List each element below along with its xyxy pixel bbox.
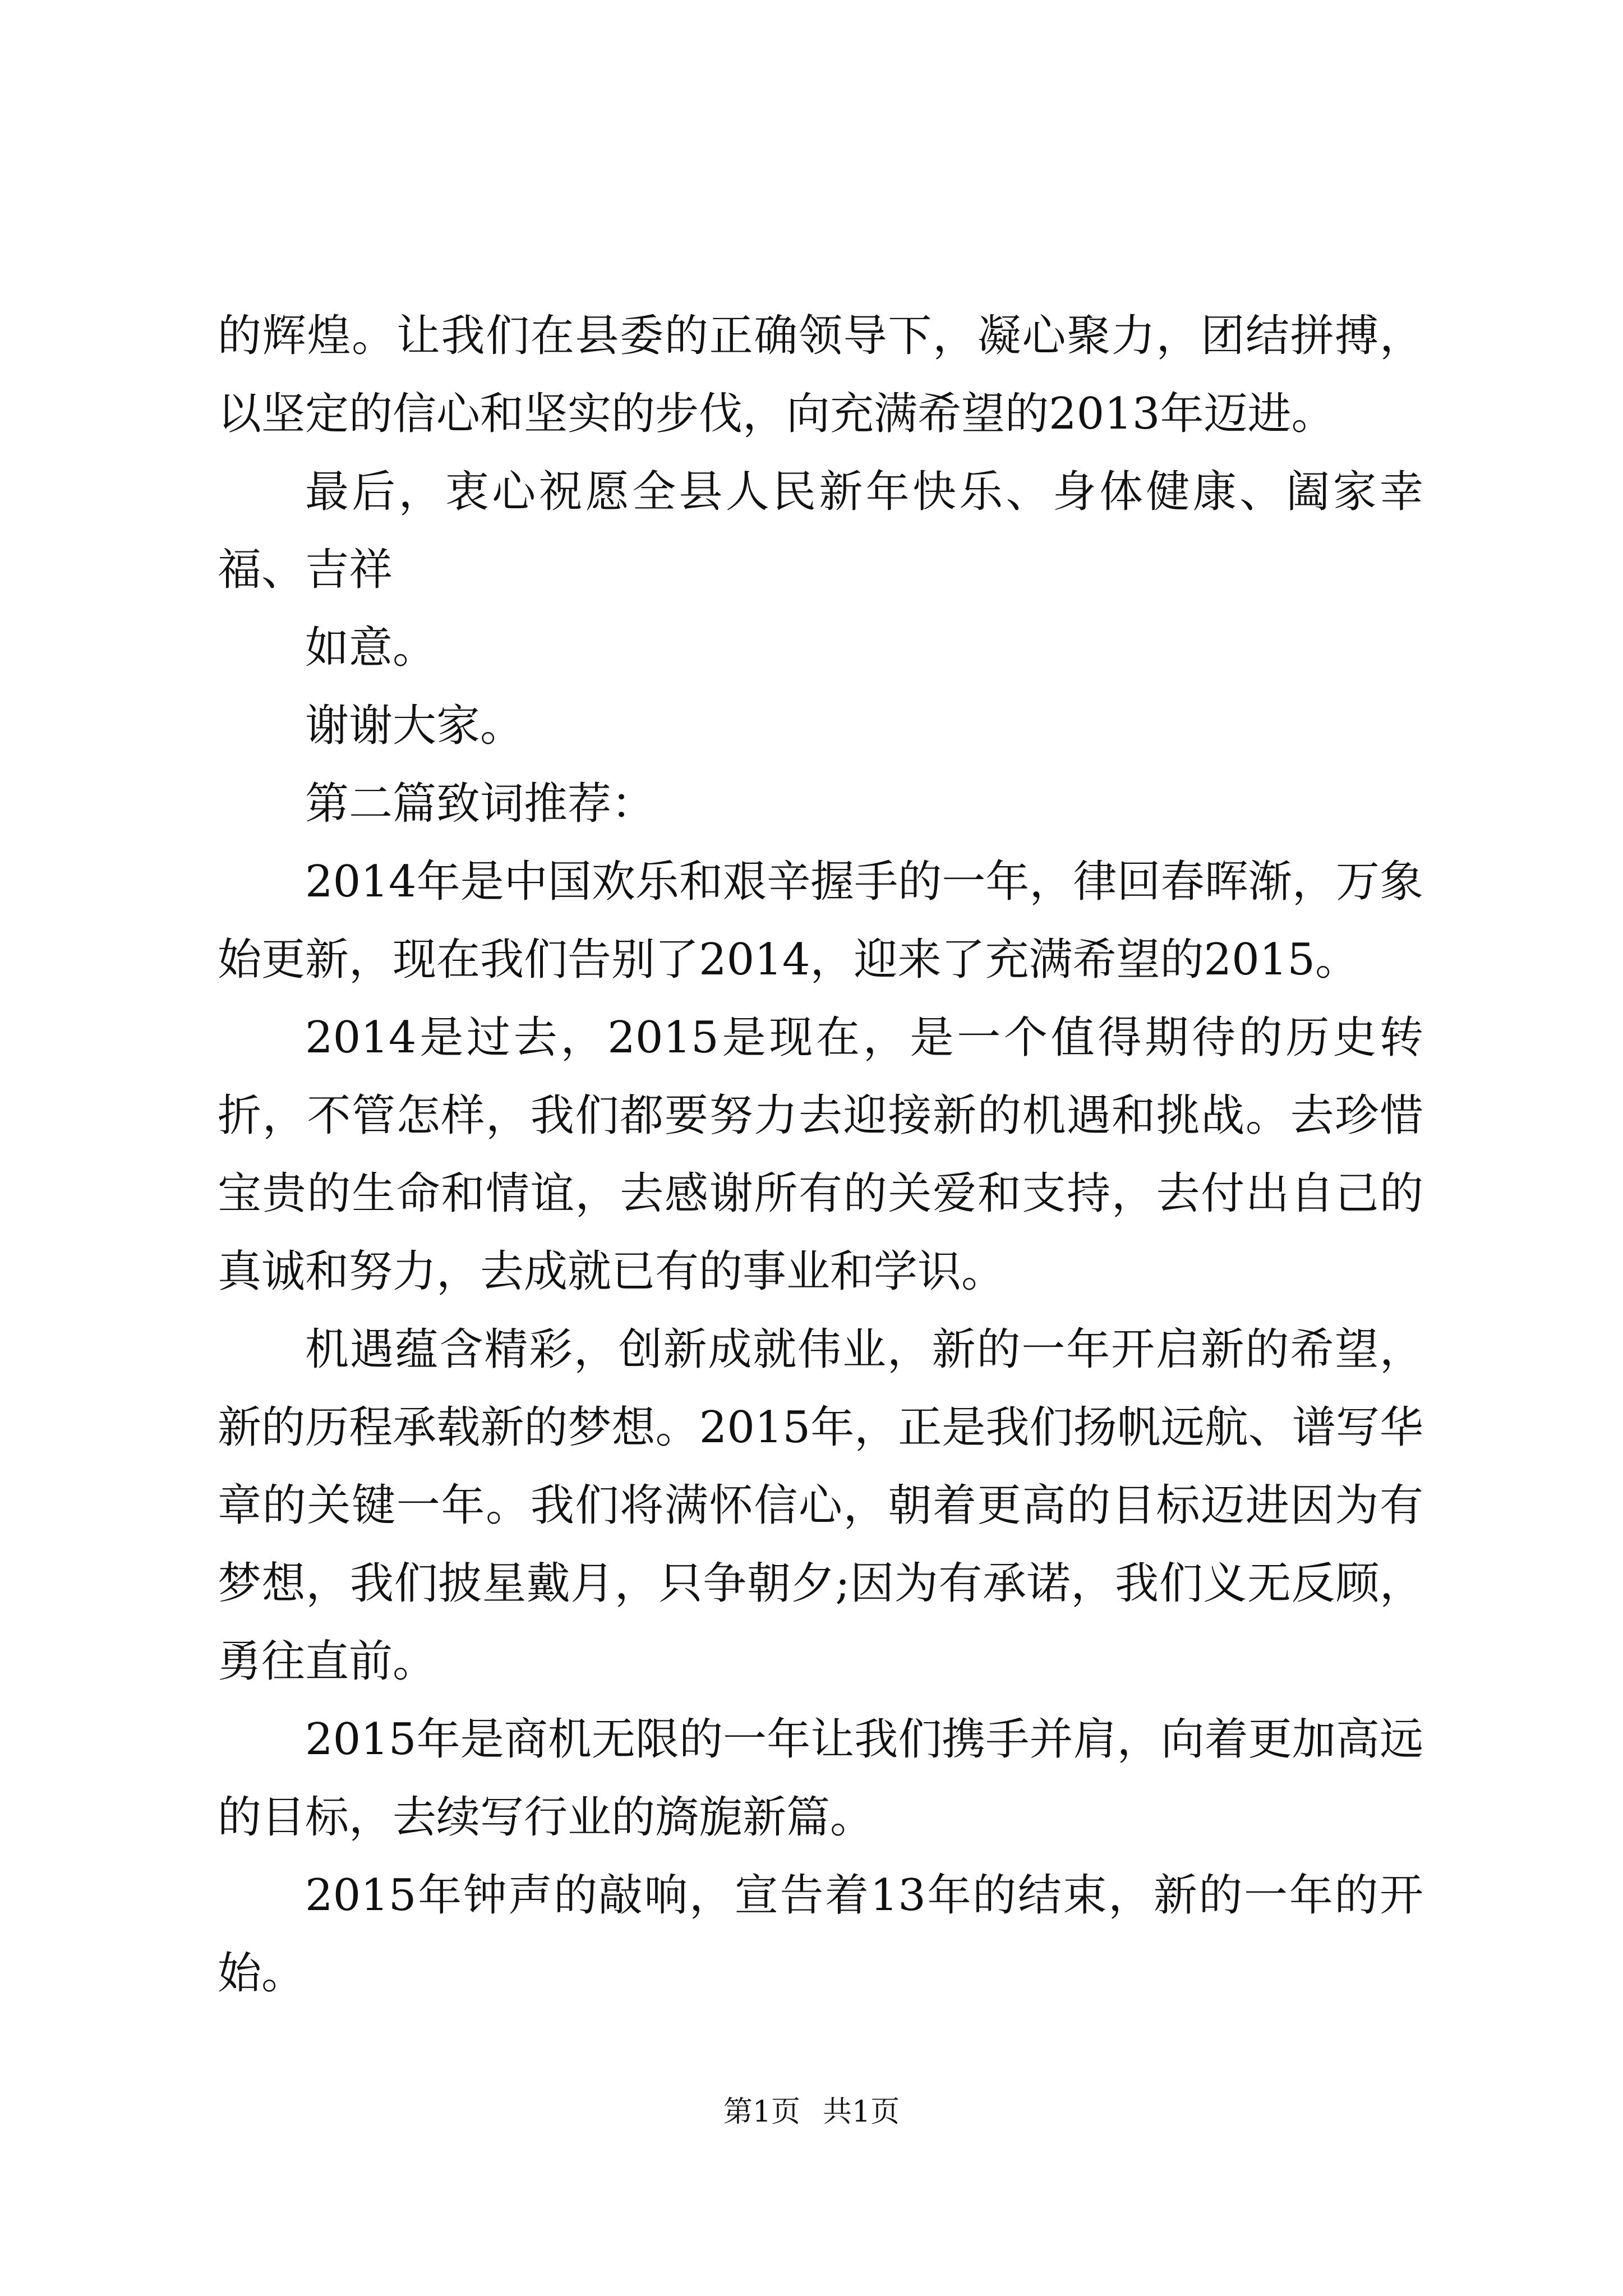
paragraph-9: 2015年是商机无限的一年让我们携手并肩，向着更加高远的目标，去续写行业的旖旎新篇。 [218,1714,1423,1843]
page-total-label: 共1页 [823,2095,900,2129]
paragraph-7: 2014是过去，2015是现在，是一个值得期待的历史转折，不管怎样，我们都要努力去迎接新的机遇和挑战。去珍惜宝贵的生命和情谊，去感谢所有的关爱和支持，去付出自己的真诚和努力，去成就已有的事业和学识。 [218,1013,1423,1297]
page-footer [0,2092,1623,2132]
document-body [218,297,1423,2013]
paragraph-6: 2014年是中国欢乐和艰辛握手的一年，律回春晖渐，万象始更新，现在我们告别了2014，迎来了充满希望的2015。 [218,857,1423,985]
paragraph-3: 如意。 [305,623,437,673]
paragraph-1: 的辉煌。让我们在县委的正确领导下，凝心聚力，团结拼搏，以坚定的信心和坚实的步伐，向充满希望的2013年迈进。 [218,311,1423,439]
paragraph-2: 最后，衷心祝愿全县人民新年快乐、身体健康、阖家幸福、吉祥 [218,467,1423,595]
paragraph-8: 机遇蕴含精彩，创新成就伟业，新的一年开启新的希望，新的历程承载新的梦想。2015年，正是我们扬帆远航、谱写华章的关键一年。我们将满怀信心，朝着更高的目标迈进因为有梦想，我们披星戴月，只争朝夕;因为有承诺，我们义无反顾，勇往直前。 [218,1324,1423,1687]
paragraph-5: 第二篇致词推荐： [305,779,656,829]
paragraph-10: 2015年钟声的敲响，宣告着13年的结束，新的一年的开始。 [218,1870,1423,1999]
page-number-label: 第1页 [723,2095,800,2129]
paragraph-4: 谢谢大家。 [305,701,524,751]
